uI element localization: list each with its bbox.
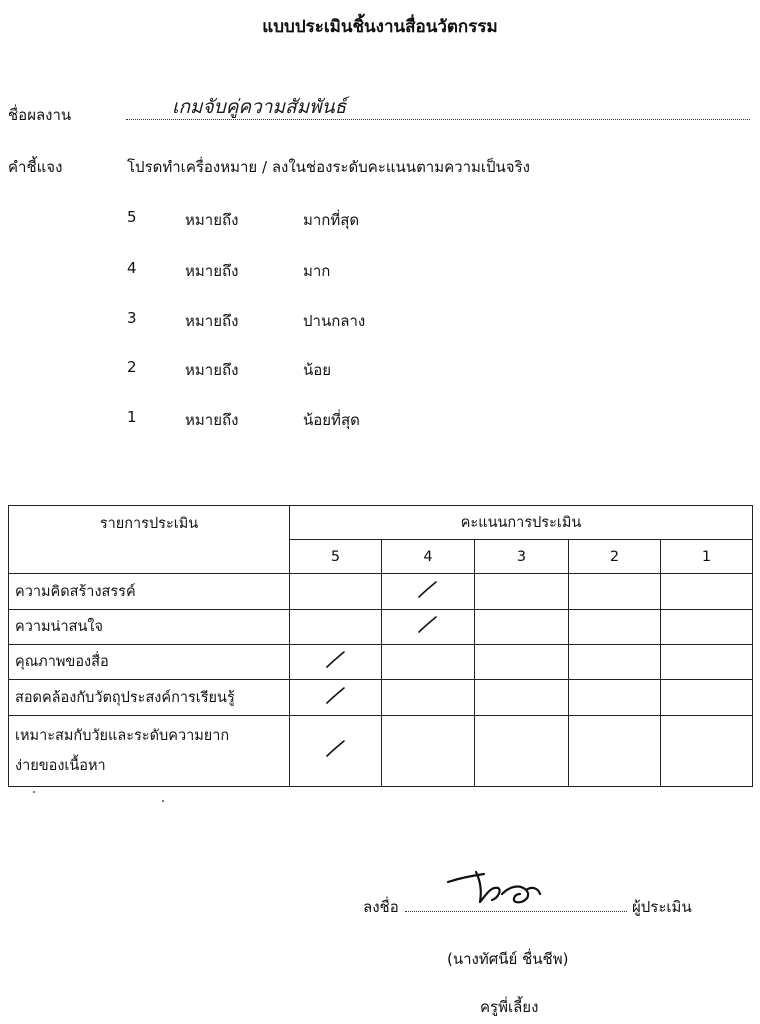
evaluation-item-label: เหมาะสมกับวัยและระดับความยาก <box>15 728 230 744</box>
score-cell-2[interactable] <box>569 610 661 645</box>
score-cell-5[interactable] <box>290 610 382 645</box>
table-row <box>9 680 753 716</box>
score-cell-3[interactable] <box>475 645 569 680</box>
scale-desc: มาก <box>303 262 331 280</box>
evaluation-item <box>9 680 290 716</box>
evaluator-role: ผู้ประเมิน <box>632 898 692 916</box>
check-mark-icon <box>324 739 348 759</box>
evaluation-item <box>9 716 290 787</box>
scale-score: 5 <box>127 208 137 226</box>
evaluation-item <box>9 610 290 645</box>
header-evaluation-items: รายการประเมิน <box>9 506 290 574</box>
evaluator-position: ครูพี่เลี้ยง <box>480 998 539 1016</box>
evaluation-rows <box>9 574 753 787</box>
stray-mark <box>33 791 35 793</box>
score-column-header: 2 <box>569 540 661 574</box>
scale-desc: มากที่สุด <box>303 211 360 229</box>
scale-score: 2 <box>127 358 137 376</box>
score-cell-3[interactable] <box>475 610 569 645</box>
scale-means: หมายถึง <box>185 411 239 429</box>
scale-means: หมายถึง <box>185 312 239 330</box>
evaluation-item-label-line2: ง่ายของเนื้อหา <box>15 758 106 774</box>
evaluation-item-label: ความคิดสร้างสรรค์ <box>15 583 136 600</box>
score-cell-2[interactable] <box>569 716 661 787</box>
score-cell-4[interactable] <box>382 645 475 680</box>
work-name-value: เกมจับคู่ความสัมพันธ์ <box>172 96 347 118</box>
check-mark-icon <box>416 580 440 600</box>
score-column-header: 5 <box>290 540 382 574</box>
scale-means: หมายถึง <box>185 361 239 379</box>
instructions-text: โปรดทำเครื่องหมาย / ลงในช่องระดับคะแนนตามความเป็นจริง <box>127 158 530 176</box>
work-name-label: ชื่อผลงาน <box>8 106 72 124</box>
evaluation-item-label: สอดคล้องกับวัตถุประสงค์การเรียนรู้ <box>15 689 235 706</box>
scale-desc: ปานกลาง <box>303 312 366 330</box>
score-cell-4[interactable] <box>382 574 475 610</box>
score-cell-1[interactable] <box>661 645 753 680</box>
score-cell-5[interactable] <box>290 680 382 716</box>
score-cell-3[interactable] <box>475 680 569 716</box>
evaluation-item <box>9 574 290 610</box>
table-row <box>9 645 753 680</box>
header-score: คะแนนการประเมิน <box>290 506 753 540</box>
score-cell-1[interactable] <box>661 574 753 610</box>
score-cell-4[interactable] <box>382 680 475 716</box>
check-mark-icon <box>416 615 440 635</box>
scale-score: 4 <box>127 259 137 277</box>
score-cell-4[interactable] <box>382 610 475 645</box>
evaluator-name: (นางทัศนีย์ ชื่นชีพ) <box>447 950 569 968</box>
evaluation-item-label: คุณภาพของสื่อ <box>15 654 109 670</box>
evaluation-item-label: ความน่าสนใจ <box>15 619 103 635</box>
scale-desc: น้อยที่สุด <box>303 411 360 429</box>
scale-score: 3 <box>127 309 137 327</box>
evaluation-item <box>9 645 290 680</box>
score-column-header: 1 <box>661 540 753 574</box>
table-row <box>9 574 753 610</box>
score-cell-2[interactable] <box>569 680 661 716</box>
scale-means: หมายถึง <box>185 262 239 280</box>
score-cell-1[interactable] <box>661 716 753 787</box>
score-cell-5[interactable] <box>290 574 382 610</box>
score-cell-3[interactable] <box>475 716 569 787</box>
score-cell-2[interactable] <box>569 645 661 680</box>
scale-means: หมายถึง <box>185 211 239 229</box>
score-cell-1[interactable] <box>661 610 753 645</box>
table-row <box>9 610 753 645</box>
score-cell-5[interactable] <box>290 716 382 787</box>
score-column-header: 3 <box>475 540 569 574</box>
instructions-label: คำชี้แจง <box>8 158 63 176</box>
check-mark-icon <box>324 686 348 706</box>
score-cell-1[interactable] <box>661 680 753 716</box>
score-cell-3[interactable] <box>475 574 569 610</box>
stray-mark <box>162 800 164 802</box>
table-row <box>9 716 753 787</box>
signature-image <box>440 868 550 912</box>
score-column-header: 4 <box>382 540 475 574</box>
page-title: แบบประเมินชิ้นงานสื่อนวัตกรรม <box>262 17 498 37</box>
sign-label: ลงชื่อ <box>363 898 399 916</box>
check-mark-icon <box>324 650 348 670</box>
evaluation-table <box>8 505 753 787</box>
scale-score: 1 <box>127 408 137 426</box>
score-cell-5[interactable] <box>290 645 382 680</box>
scale-desc: น้อย <box>303 361 332 379</box>
score-cell-2[interactable] <box>569 574 661 610</box>
score-cell-4[interactable] <box>382 716 475 787</box>
